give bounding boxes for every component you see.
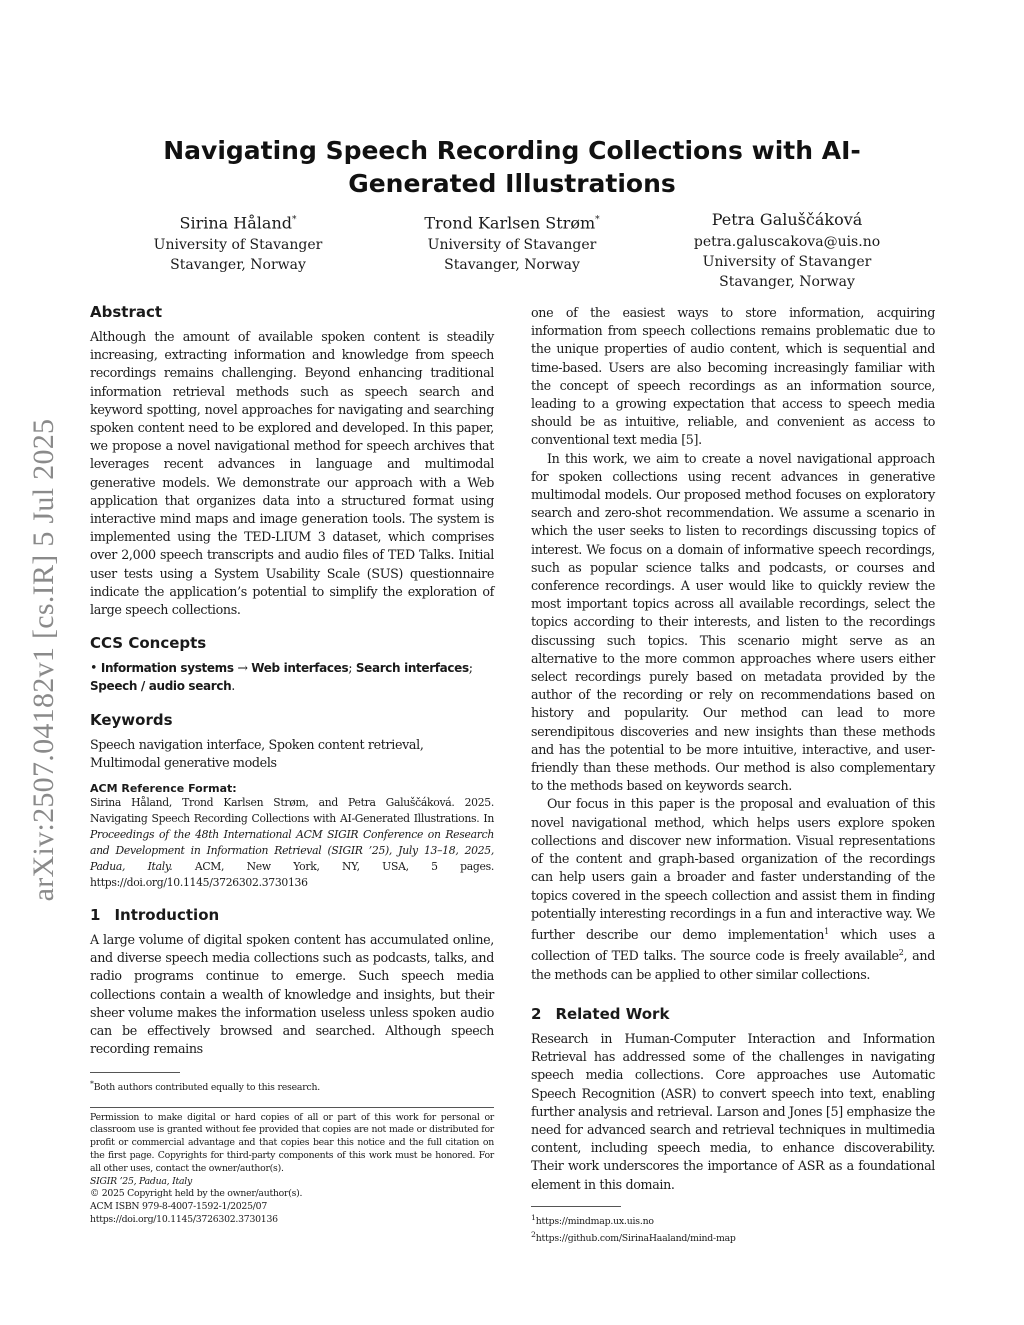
- footnote-1: $^1$https://mindmap.ux.uis.no: [531, 1212, 654, 1227]
- author-name: Sirina Håland: [179, 213, 292, 233]
- author-location: Stavanger, Norway: [170, 257, 306, 274]
- author-location: Stavanger, Norway: [444, 257, 580, 274]
- author-affiliation: University of Stavanger: [427, 237, 597, 254]
- footnote-divider: [531, 1206, 621, 1207]
- author-affiliation: University of Stavanger: [702, 254, 872, 270]
- author-location: Stavanger, Norway: [719, 274, 855, 290]
- ccs-bullet: •: [90, 660, 98, 676]
- author-affiliation: University of Stavanger: [153, 237, 323, 254]
- ccs-heading: CCS Concepts: [90, 634, 207, 653]
- equal-contribution-mark: *: [291, 215, 297, 225]
- ccs-term: Search interfaces: [355, 661, 469, 676]
- doi-link[interactable]: https://doi.org/10.1145/3726302.3730136: [90, 1213, 278, 1225]
- isbn-line: ACM ISBN 979-8-4007-1592-1/2025/07: [90, 1201, 267, 1213]
- introduction-paragraph: one of the easiest ways to store information, acquiring information from speech collections remains problematic due to the unique properties of audio content, which is sequential and time-based. Users are also becoming increasingly familiar with the concept of speech recordings as an information source, leading to a growing expectation that access to speech media should be as intuitive, reliable, and convenient as access to conventional text media [5].: [531, 305, 935, 448]
- author-email[interactable]: petra.galuscakova@uis.no: [693, 234, 881, 250]
- permission-notice: Permission to make digital or hard copies of all or part of this work for personal or classroom use is granted without fee provided that copies are not made or distributed for profit or commercial advantage and that copies bear this notice and the full citation on the first page. Copyrights for third-party components of this work must be honored. For all other uses, contact the owner/author(s).: [90, 1111, 494, 1174]
- equal-contribution-footnote: *Both authors contributed equally to this research.: [90, 1079, 321, 1094]
- footnote-2: $^2$https://github.com/SirinaHaaland/mind-map: [531, 1229, 736, 1244]
- introduction-heading: 1 Introduction: [90, 906, 220, 925]
- introduction-paragraph: Our focus in this paper is the proposal and evaluation of this novel navigational method, which helps users explore spoken collections and discover new information. Visual representations of the content and graph-based organization of the recordings can help users gain a broader and faster understanding of the topics covered in the speech collection and assist them in finding potentially interesting recordings in a fun and interactive way. We further describe our demo implementation$^1$ which uses a collection of TED talks. The source code is freely available$^2$, and the methods can be applied to other similar collections.: [531, 796, 935, 982]
- github-link[interactable]: https://github.com/SirinaHaaland/mind-map: [535, 1233, 736, 1244]
- arrow-icon: →: [237, 660, 248, 676]
- acm-reference-heading: ACM Reference Format:: [90, 782, 237, 796]
- arxiv-id-text: arXiv:2507.04182v1 [cs.IR] 5 Jul 2025: [27, 418, 60, 902]
- abstract-text: Although the amount of available spoken content is steadily increasing, extracting information and knowledge from speech recordings remains challenging. Beyond enhancing traditional information retrieval methods such as speech search and keyword spotting, novel approaches for navigating and searching spoken content need to be explored and developed. In this paper, we propose a novel navigational method for speech archives that leverages recent advances in language and multimodal generative models. We demonstrate our approach with a Web application that organizes data into a structured format using interactive mind maps and image generation tools. The system is implemented using the TED-LIUM 3 dataset, which comprises over 2,000 speech transcripts and audio files of TED Talks. Initial user tests using a System Usability Scale (SUS) questionnaire indicate the application’s potential to simplify the exploration of large speech collections.: [90, 329, 494, 618]
- ccs-term: Speech / audio search: [90, 679, 232, 694]
- paper-title: Navigating Speech Recording Collections with AI-Generated Illustrations: [163, 136, 861, 198]
- author-block: [412, 208, 612, 275]
- venue-line: SIGIR ’25, Padua, Italy: [90, 1175, 192, 1187]
- left-column: [90, 302, 494, 1227]
- ccs-term: Information systems: [100, 661, 234, 676]
- related-work-paragraph: Research in Human-Computer Interaction and Information Retrieval has addressed some of the challenges in navigating speech media collections. Core approaches use Automatic Speech Recognition (ASR) to convert speech into text, enabling further analysis and retrieval. Larson and Jones [5] emphasize the need for advanced search and retrieval techniques in multimedia content, including speech media, to enhance discoverability. Their work underscores the importance of ASR as a foundational element in this domain.: [531, 1030, 935, 1192]
- footnote-divider: [90, 1072, 180, 1073]
- footnote-marker[interactable]: 1: [824, 926, 829, 936]
- author-name: Petra Galuščáková: [711, 210, 863, 229]
- author-name: Trond Karlsen Strøm: [424, 213, 596, 233]
- introduction-paragraph: In this work, we aim to create a novel navigational approach for spoken collections using recent advances in generative multimodal models. Our proposed method focuses on exploratory search and zero-shot recommendation. We assume a scenario in which the user seeks to listen to recordings discussing topics of interest. We focus on a domain of informative speech recordings, such as popular science talks and podcasts, or courses and conference recordings. A user would like to quickly review the most important topics across all available recordings, select the topics according to their interests, and listen to the recordings discussing such topics. This scenario might serve as an alternative to the more common approaches where users either select recordings purely based on metadata provided by the author of the recording or rely on recommendations based on history and popularity. Our method can lead to more serendipitous discoveries and new insights than these methods and has the potential to be more intuitive, interactive, and user-friendly than these methods. Our method is also complementary to the methods based on keywords search.: [531, 450, 935, 794]
- ccs-term: Web interfaces: [251, 661, 349, 676]
- permission-divider: [90, 1107, 494, 1108]
- introduction-paragraph: A large volume of digital spoken content has accumulated online, and diverse speech media collections such as podcasts, talks, and radio programs continue to emerge. Such speech media collections contain a wealth of knowledge and insights, but their sheer volume makes the information useless unless spoken audio can be effectively browsed and searched. Although speech recording remains: [90, 932, 494, 1057]
- footnote-marker[interactable]: 2: [898, 948, 904, 958]
- related-work-heading: 2 Related Work: [531, 1004, 670, 1023]
- ccs-concepts: • Information systems → Web interfaces; Search interfaces; Speech / audio search.: [90, 660, 473, 694]
- mindmap-link[interactable]: https://mindmap.ux.uis.no: [535, 1215, 654, 1227]
- acm-reference-text: Sirina Håland, Trond Karlsen Strøm, and Petra Galuščáková. 2025. Navigating Speech Recording Collections with AI-Generated Illustrations. In Proceedings of the 48th International ACM SIGIR Conference on Research and Development in Information Retrieval (SIGIR ’25), July 13–18, 2025, Padua, Italy. ACM, New York, NY, USA, 5 pages. https://doi.org/10.1145/3726302.3730136: [90, 796, 494, 890]
- author-block: [672, 208, 902, 292]
- abstract-heading: Abstract: [90, 303, 163, 321]
- right-column: [531, 304, 935, 1245]
- copyright-line: © 2025 Copyright held by the owner/author(s).: [90, 1188, 303, 1200]
- keywords-heading: Keywords: [90, 710, 173, 729]
- equal-contribution-mark: *: [595, 215, 600, 225]
- keywords-text: Speech navigation interface, Spoken content retrieval, Multimodal generative models: [90, 736, 424, 770]
- author-block: [138, 208, 338, 275]
